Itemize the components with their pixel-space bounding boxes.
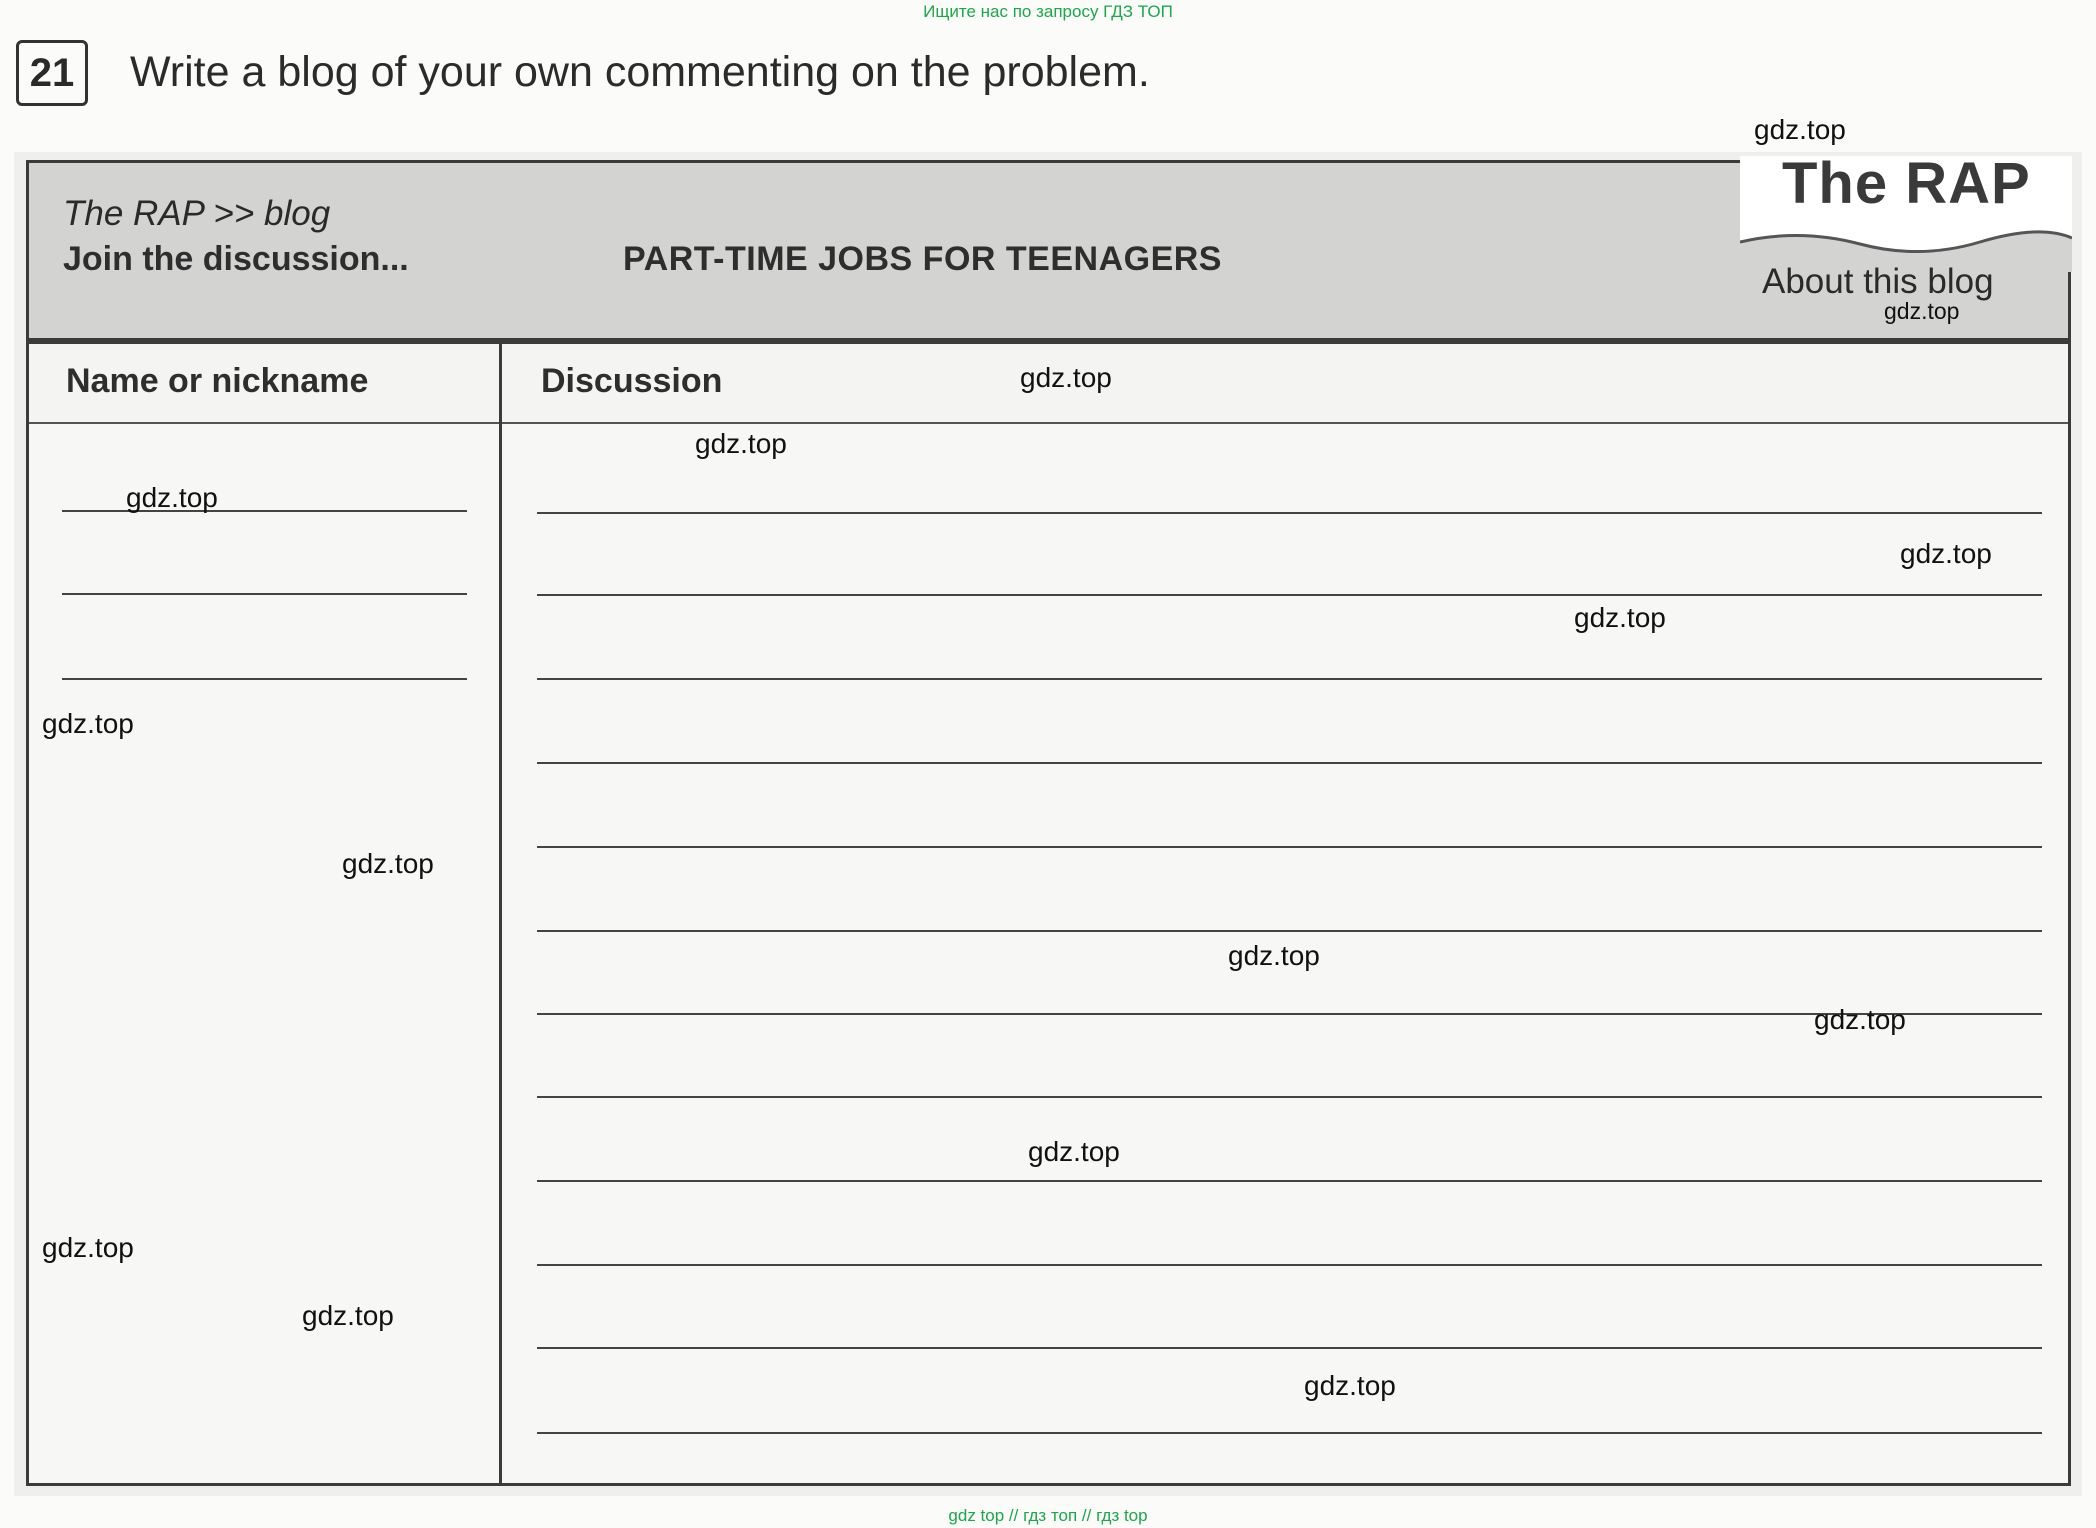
watermark: gdz.top (42, 708, 134, 739)
watermark: gdz.top (126, 482, 218, 513)
discussion-writing-line[interactable] (537, 846, 2042, 848)
discussion-writing-line[interactable] (537, 1264, 2042, 1266)
name-writing-line[interactable] (62, 678, 467, 680)
bottom-site-note: gdz top // гдз топ // гдз top (948, 1506, 1148, 1525)
watermark: gdz.top (1574, 602, 1666, 633)
watermark: gdz.top (302, 1300, 394, 1331)
watermark: gdz.top (1884, 298, 1960, 324)
discussion-column-header: Discussion (541, 362, 723, 400)
name-writing-line[interactable] (62, 510, 467, 512)
watermark: gdz.top (1028, 1136, 1120, 1167)
name-column-header: Name or nickname (66, 362, 369, 400)
discussion-topic: PART-TIME JOBS FOR TEENAGERS (623, 240, 1222, 278)
join-discussion-prompt: Join the discussion... (63, 240, 409, 278)
top-site-note: Ищите нас по запросу ГДЗ ТОП (923, 2, 1173, 21)
discussion-writing-line[interactable] (537, 512, 2042, 514)
discussion-writing-line[interactable] (537, 762, 2042, 764)
name-writing-line[interactable] (62, 593, 467, 595)
watermark: gdz.top (1304, 1370, 1396, 1401)
discussion-writing-line[interactable] (537, 678, 2042, 680)
discussion-writing-line[interactable] (537, 1096, 2042, 1098)
exercise-instruction: Write a blog of your own commenting on the problem. (130, 48, 1150, 96)
brand-logo: The RAP (1782, 151, 2031, 216)
discussion-writing-line[interactable] (537, 1347, 2042, 1349)
watermark: gdz.top (1900, 538, 1992, 569)
watermark: gdz.top (342, 848, 434, 879)
blog-name: The RAP >> blog (63, 194, 331, 233)
column-header-divider (29, 422, 2068, 424)
watermark: gdz.top (42, 1232, 134, 1263)
column-divider (499, 344, 502, 1483)
watermark: gdz.top (1754, 114, 1846, 145)
discussion-writing-line[interactable] (537, 930, 2042, 932)
watermark: gdz.top (695, 428, 787, 459)
discussion-writing-line[interactable] (537, 1180, 2042, 1182)
about-blog-link[interactable]: About this blog (1762, 262, 1994, 301)
discussion-writing-line[interactable] (537, 594, 2042, 596)
watermark: gdz.top (1228, 940, 1320, 971)
exercise-number: 21 (16, 40, 88, 106)
discussion-writing-line[interactable] (537, 1432, 2042, 1434)
watermark: gdz.top (1814, 1004, 1906, 1035)
watermark: gdz.top (1020, 362, 1112, 393)
